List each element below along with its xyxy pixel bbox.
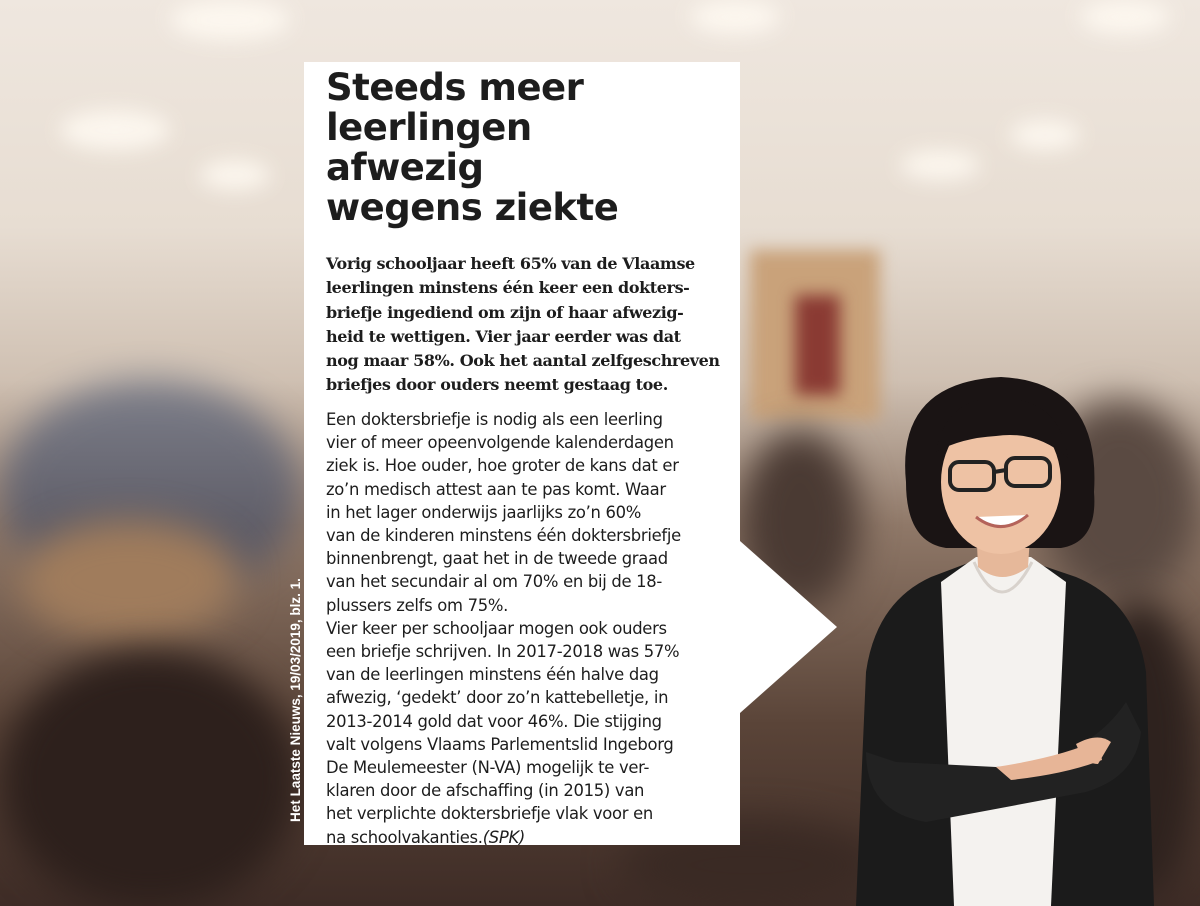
body-line: vier of meer opeenvolgende kalenderdagen — [326, 433, 674, 453]
body-line: 2013-2014 gold dat voor 46%. Die stijging — [326, 711, 662, 731]
headline-line: Steeds meer — [326, 66, 584, 109]
body-line: afwezig, ‘gedekt’ door zo’n kattebelletje, in — [326, 688, 669, 708]
body-line: Een doktersbriefje is nodig als een leerling — [326, 410, 663, 429]
lead-line: briefje ingediend om zijn of haar afwezig- — [326, 302, 684, 322]
article-headline — [326, 68, 618, 228]
blouse — [941, 557, 1066, 906]
body-line: in het lager onderwijs jaarlijks zo’n 60% — [326, 502, 642, 522]
lead-line: Vorig schooljaar heeft 65% van de Vlaamse — [326, 254, 695, 273]
body-line: zo’n medisch attest aan te pas komt. Waar — [326, 479, 666, 499]
body-line: ziek is. Hoe ouder, hoe groter de kans dat er — [326, 456, 679, 476]
arrow-right-icon — [740, 541, 837, 713]
person-photo — [836, 372, 1166, 906]
body-line: klaren door de afschaffing (in 2015) van — [326, 781, 645, 801]
headline-line: afwezig — [326, 146, 484, 189]
article-body — [326, 408, 734, 849]
headline-line: leerlingen — [326, 106, 532, 149]
body-line: valt volgens Vlaams Parlementslid Ingeborg — [326, 734, 674, 754]
body-line: binnenbrengt, gaat het in de tweede graad — [326, 549, 668, 569]
body-line: plussers zelfs om 75%. — [326, 595, 509, 615]
body-line: Vier keer per schooljaar mogen ook ouders — [326, 618, 667, 638]
article-lead — [326, 252, 734, 398]
lead-line: nog maar 58%. Ook het aantal zelfgeschreven — [326, 351, 720, 371]
body-line: De Meulemeester (N-VA) mogelijk te ver- — [326, 758, 650, 778]
body-line: van de leerlingen minstens één halve dag — [326, 665, 659, 685]
byline: (SPK) — [482, 827, 526, 847]
body-line: na schoolvakanties. — [326, 827, 483, 847]
headline-line: wegens ziekte — [326, 186, 619, 229]
source-credit: Het Laatste Nieuws, 19/03/2019, blz. 1. — [288, 578, 303, 822]
newspaper-clipping — [304, 62, 740, 845]
body-line: het verplichte doktersbriefje vlak voor en — [326, 804, 653, 824]
lead-line: heid te wettigen. Vier jaar eerder was dat — [326, 326, 681, 346]
lead-line: briefjes door ouders neemt gestaag toe. — [326, 375, 668, 395]
body-line: van het secundair al om 70% en bij de 18- — [326, 572, 663, 592]
body-line: een briefje schrijven. In 2017-2018 was 57% — [326, 642, 680, 662]
body-line: van de kinderen minstens één doktersbriefje — [326, 526, 681, 546]
lead-line: leerlingen minstens één keer een dokters- — [326, 278, 690, 298]
body-line-last — [326, 826, 734, 849]
